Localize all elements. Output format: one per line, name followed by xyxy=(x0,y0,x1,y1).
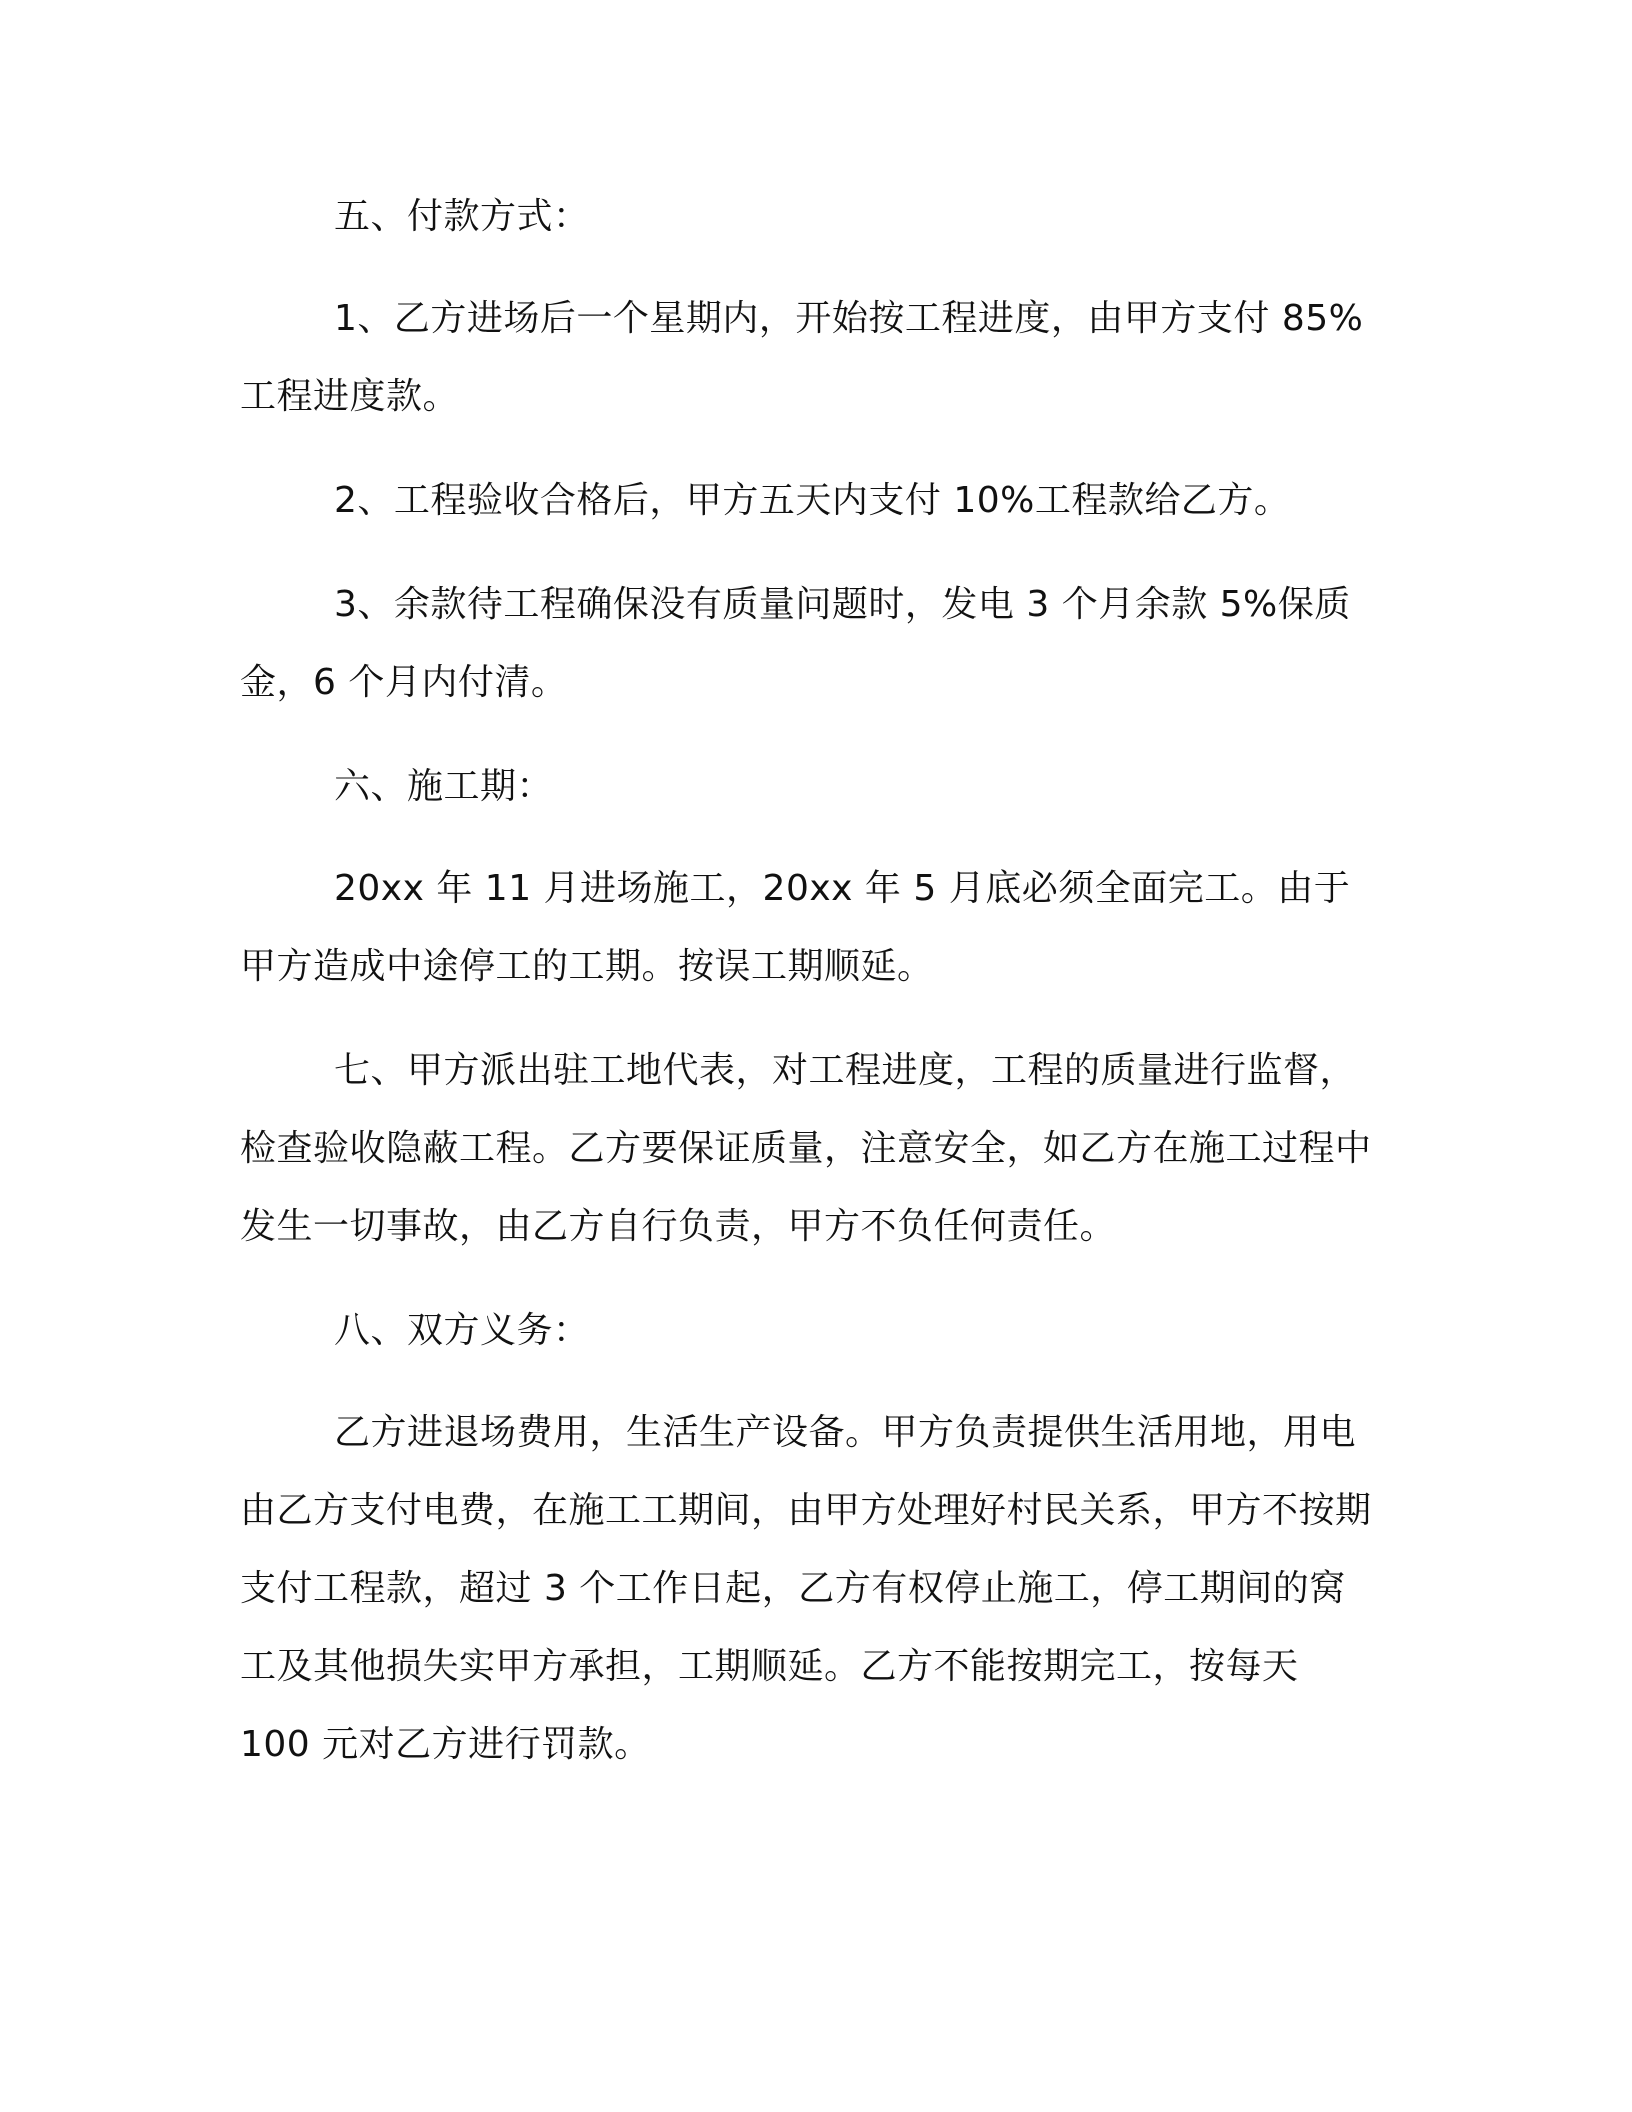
section-heading-obligations: 八、双方义务： xyxy=(334,1310,590,1351)
section-heading-payment: 五、付款方式： xyxy=(334,196,590,237)
payment-clause-1: 1、乙方进场后一个星期内，开始按工程进度，由甲方支付 85%工程进度款。 xyxy=(240,298,1364,417)
section-supervision-text: 七、甲方派出驻工地代表，对工程进度，工程的质量进行监督，检查验收隐蔽工程。乙方要保证质量，注意安全，如乙方在施工过程中发生一切事故，由乙方自行负责，甲方不负任何责任。 xyxy=(240,1050,1372,1247)
document-page xyxy=(240,178,1380,1810)
section-heading-construction-period: 六、施工期： xyxy=(334,766,554,807)
construction-period-text: 20xx 年 11 月进场施工，20xx 年 5 月底必须全面完工。由于甲方造成中途停工的工期。按误工期顺延。 xyxy=(240,868,1351,987)
payment-clause-2: 2、工程验收合格后，甲方五天内支付 10%工程款给乙方。 xyxy=(334,480,1291,521)
obligations-text: 乙方进退场费用，生活生产设备。甲方负责提供生活用地，用电由乙方支付电费，在施工工期间，由甲方处理好村民关系，甲方不按期支付工程款，超过 3 个工作日起，乙方有权停止施工，停工期间的窝工及其他损失实甲方承担，工期顺延。乙方不能按期完工，按每天 100 元对乙方进行罚款。 xyxy=(240,1412,1372,1765)
payment-clause-3: 3、余款待工程确保没有质量问题时，发电 3 个月余款 5%保质金，6 个月内付清。 xyxy=(240,584,1351,703)
